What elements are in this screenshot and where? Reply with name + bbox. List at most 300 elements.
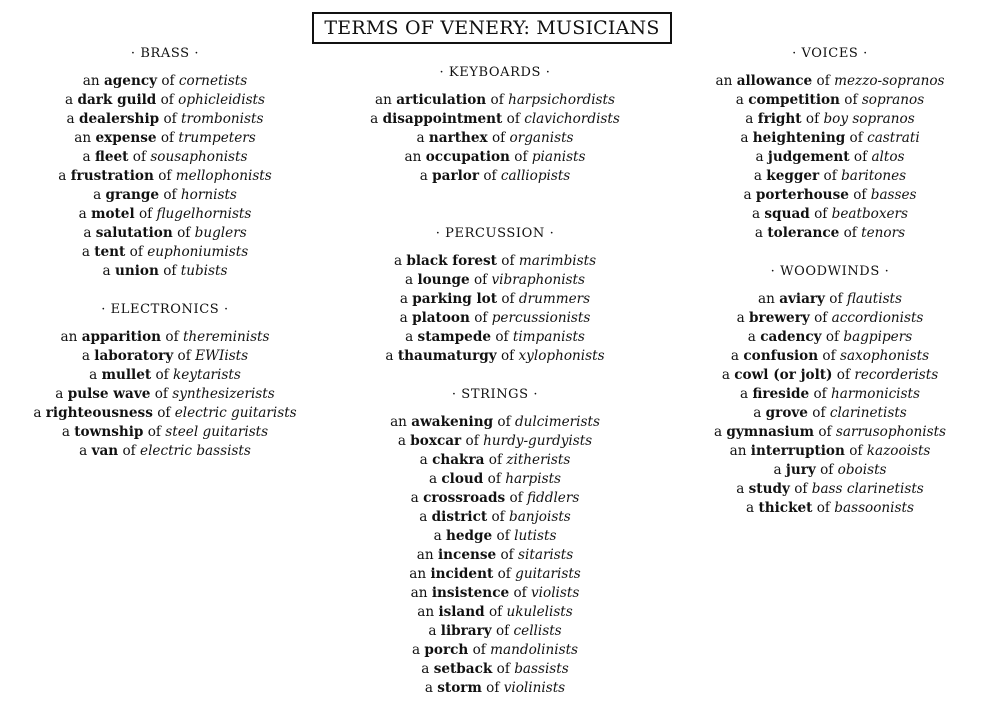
musician-group: basses [870,187,917,203]
term-row [680,224,980,243]
collective-noun: kegger [766,168,820,184]
musician-group: trombonists [181,111,264,127]
article: a [730,348,740,364]
section-heading-percussion: · PERCUSSION · [435,226,555,241]
collective-noun: dealership [78,111,160,127]
section-percussion [340,224,650,366]
musician-group: boy sopranos [823,111,915,127]
collective-noun: awakening [411,414,494,430]
preposition: of [465,433,479,449]
article: a [754,225,764,241]
collective-noun: mullet [101,367,152,383]
collective-noun: motel [91,206,135,222]
preposition: of [163,111,177,127]
collective-noun: cowl (or jolt) [734,367,833,383]
musician-group: ophicleidists [178,92,265,108]
musician-group: synthesizerists [172,386,275,402]
article: a [419,509,428,525]
collective-noun: frustration [70,168,154,184]
section-electronics [20,300,310,461]
preposition: of [844,92,858,108]
preposition: of [132,149,146,165]
musician-group: keytarists [173,367,241,383]
term-list-voices [680,72,980,243]
term-row [680,72,980,91]
collective-noun: agency [103,73,158,89]
preposition: of [814,310,828,326]
term-row [340,91,650,110]
term-row [680,91,980,110]
preposition: of [160,92,174,108]
musician-group: oboists [837,462,887,478]
term-list-keyboards [340,91,650,186]
preposition: of [163,187,177,203]
collective-noun: fireside [752,386,810,402]
musician-group: bassists [514,661,569,677]
article: a [428,471,438,487]
collective-noun: aviary [779,291,825,307]
article: a [419,168,428,184]
section-heading-strings: · STRINGS · [451,387,539,402]
collective-noun: brewery [749,310,810,326]
term-row [20,167,310,186]
article: a [89,367,98,383]
term-row [680,461,980,480]
collective-noun: apparition [81,329,162,345]
collective-noun: lounge [417,272,470,288]
article: a [82,149,91,165]
collective-noun: competition [748,92,840,108]
term-list-brass [20,72,310,281]
collective-noun: grove [765,405,808,421]
preposition: of [849,130,863,146]
preposition: of [501,253,515,269]
article: a [370,111,379,127]
collective-noun: thicket [758,500,813,516]
article: an [729,443,747,459]
article: a [93,187,102,203]
term-row [20,72,310,91]
collective-noun: fright [757,111,802,127]
musician-group: altos [871,149,905,165]
musician-group: harpists [505,471,562,487]
article: a [102,263,111,279]
preposition: of [157,405,171,421]
collective-noun: dark guild [77,92,157,108]
term-row [340,129,650,148]
article: a [405,272,414,288]
collective-noun: cadency [760,329,822,345]
preposition: of [836,367,850,383]
collective-noun: gymnasium [726,424,814,440]
musician-group: bagpipers [843,329,913,345]
term-row [680,110,980,129]
musician-group: pianists [531,149,586,165]
preposition: of [514,149,528,165]
musician-group: cornetists [178,73,248,89]
article: an [417,604,435,620]
collective-noun: study [748,481,790,497]
preposition: of [853,149,868,165]
musician-group: trumpeters [178,130,256,146]
musician-group: percussionists [491,310,591,326]
collective-noun: incident [430,566,494,582]
article: a [405,329,414,345]
article: an [82,73,100,89]
article: a [745,111,754,127]
preposition: of [488,452,502,468]
collective-noun: township [74,424,144,440]
collective-noun: incense [438,547,497,563]
preposition: of [177,225,191,241]
collective-noun: union [114,263,159,279]
article: a [419,452,428,468]
article: a [397,433,406,449]
collective-noun: library [440,623,492,639]
term-row [340,271,650,290]
collective-noun: tent [94,244,126,260]
preposition: of [823,168,837,184]
collective-noun: salutation [95,225,173,241]
preposition: of [154,386,168,402]
term-row [20,328,310,347]
term-row [340,584,650,603]
collective-noun: stampede [417,329,491,345]
musician-group: flugelhornists [156,206,252,222]
article: a [735,92,744,108]
preposition: of [820,462,834,478]
preposition: of [491,509,505,525]
collective-noun: storm [437,680,482,696]
article: a [740,130,749,146]
term-row [20,347,310,366]
musician-group: clarinetists [829,405,907,421]
article: a [736,310,745,326]
article: a [416,130,425,146]
term-row [340,148,650,167]
preposition: of [473,272,488,288]
preposition: of [147,424,161,440]
musician-group: bassoonists [834,500,914,516]
article: a [78,206,87,222]
term-row [680,167,980,186]
musician-group: xylophonists [518,348,605,364]
article: a [393,253,403,269]
preposition: of [506,111,520,127]
article: a [81,244,90,260]
musician-group: flautists [846,291,902,307]
term-row [680,404,980,423]
article: an [410,585,428,601]
musician-group: dulcimerists [514,414,600,430]
article: a [428,623,437,639]
article: an [416,547,434,563]
article: a [773,462,782,478]
article: a [410,490,419,506]
preposition: of [483,168,497,184]
collective-noun: thaumaturgy [397,348,497,364]
term-row [680,290,980,309]
preposition: of [161,73,175,89]
musician-group: lutists [514,528,557,544]
article: a [421,661,430,677]
preposition: of [853,187,867,203]
preposition: of [165,329,179,345]
collective-noun: parking lot [412,291,497,307]
term-row [340,110,650,129]
section-strings [340,385,650,698]
collective-noun: righteousness [45,405,153,421]
preposition: of [488,604,503,620]
article: a [61,424,70,440]
preposition: of [500,547,514,563]
preposition: of [163,263,177,279]
term-row [340,309,650,328]
term-row [680,129,980,148]
musician-group: violists [531,585,580,601]
term-row [340,660,650,679]
preposition: of [122,443,136,459]
article: a [65,92,74,108]
preposition: of [160,130,175,146]
section-heading-brass: · BRASS · [130,46,200,61]
article: a [399,291,408,307]
preposition: of [843,225,857,241]
term-row [340,489,650,508]
collective-noun: heightening [752,130,846,146]
collective-noun: porterhouse [755,187,849,203]
preposition: of [490,92,504,108]
collective-noun: hedge [446,528,493,544]
article: a [83,225,92,241]
musician-group: harpsichordists [508,92,615,108]
term-row [20,205,310,224]
article: an [758,291,775,307]
preposition: of [814,206,828,222]
collective-noun: insistence [431,585,510,601]
preposition: of [501,291,515,307]
musician-group: baritones [841,168,907,184]
musician-group: sousaphonists [150,149,248,165]
term-row [340,603,650,622]
preposition: of [495,623,510,639]
collective-noun: island [438,604,485,620]
musician-group: hornists [180,187,237,203]
article: an [409,566,427,582]
musician-group: sitarists [518,547,574,563]
term-row [340,290,650,309]
preposition: of [158,168,172,184]
collective-noun: occupation [425,149,510,165]
term-row [340,167,650,186]
collective-noun: van [91,443,119,459]
preposition: of [509,490,523,506]
collective-noun: expense [95,130,157,146]
term-row [340,565,650,584]
musician-group: euphoniumists [147,244,249,260]
musician-group: electric bassists [140,443,251,459]
article: an [715,73,733,89]
musician-group: mandolinists [490,642,579,658]
musician-group: tubists [180,263,228,279]
collective-noun: confusion [743,348,819,364]
term-row [340,641,650,660]
article: a [743,187,752,203]
preposition: of [497,414,511,430]
article: a [58,168,67,184]
collective-noun: articulation [396,92,487,108]
musician-group: thereminists [182,329,270,345]
article: a [747,329,756,345]
preposition: of [816,73,830,89]
article: a [721,367,730,383]
article: a [753,168,762,184]
term-list-percussion [340,252,650,366]
musician-group: sarrusophonists [835,424,947,440]
musician-group: cellists [513,623,562,639]
preposition: of [138,206,153,222]
musician-group: marimbists [518,253,597,269]
term-row [680,186,980,205]
article: a [411,642,421,658]
section-woodwinds [680,262,980,518]
term-row [20,129,310,148]
term-row [340,413,650,432]
section-heading-voices: · VOICES · [792,46,868,61]
preposition: of [486,680,500,696]
article: a [79,443,88,459]
term-row [20,442,310,461]
musician-group: timpanists [512,329,585,345]
article: a [81,348,90,364]
term-row [20,243,310,262]
term-row [20,186,310,205]
article: a [55,386,64,402]
article: an [60,329,78,345]
term-list-electronics [20,328,310,461]
article: an [375,92,392,108]
collective-noun: chakra [432,452,485,468]
collective-noun: laboratory [94,348,174,364]
collective-noun: black forest [406,253,497,269]
term-row [20,423,310,442]
preposition: of [816,500,830,516]
musician-group: electric guitarists [174,405,297,421]
musician-group: buglers [194,225,247,241]
article: a [713,424,723,440]
term-row [340,679,650,698]
musician-group: drummers [518,291,591,307]
term-row [680,480,980,499]
musician-group: mellophonists [175,168,272,184]
preposition: of [491,130,506,146]
preposition: of [829,291,843,307]
musician-group: hurdy-gurdyists [483,433,593,449]
collective-noun: judgement [767,149,850,165]
musician-group: tenors [861,225,906,241]
collective-noun: disappointment [382,111,503,127]
preposition: of [472,642,486,658]
article: a [433,528,442,544]
preposition: of [487,471,501,487]
musician-group: guitarists [515,566,581,582]
preposition: of [825,329,840,345]
collective-noun: jury [785,462,816,478]
musician-group: organists [509,130,574,146]
collective-noun: platoon [412,310,470,326]
collective-noun: boxcar [410,433,462,449]
term-row [680,499,980,518]
musician-group: clavichordists [524,111,620,127]
musician-group: kazooists [866,443,931,459]
term-list-woodwinds [680,290,980,518]
article: a [740,386,749,402]
term-row [340,546,650,565]
term-row [340,527,650,546]
preposition: of [813,386,827,402]
section-heading-woodwinds: · WOODWINDS · [770,264,890,279]
article: a [753,405,762,421]
preposition: of [495,329,509,345]
term-row [340,508,650,527]
page-title: TERMS OF VENERY: MUSICIANS [312,12,672,44]
article: a [755,149,764,165]
term-row [20,262,310,281]
term-row [340,347,650,366]
collective-noun: cloud [441,471,484,487]
article: a [424,680,433,696]
term-row [20,91,310,110]
preposition: of [129,244,143,260]
collective-noun: interruption [750,443,845,459]
musician-group: accordionists [831,310,924,326]
collective-noun: pulse wave [67,386,151,402]
preposition: of [812,405,826,421]
musician-group: castrati [867,130,920,146]
term-row [20,148,310,167]
musician-group: sopranos [861,92,925,108]
article: an [404,149,422,165]
section-heading-keyboards: · KEYBOARDS · [439,65,551,80]
musician-group: calliopists [500,168,571,184]
article: a [736,481,745,497]
collective-noun: parlor [432,168,479,184]
collective-noun: tolerance [767,225,840,241]
preposition: of [155,367,169,383]
section-heading-electronics: · ELECTRONICS · [101,302,229,317]
preposition: of [496,661,510,677]
term-row [340,252,650,271]
term-row [680,328,980,347]
musician-group: violinists [503,680,566,696]
preposition: of [500,348,515,364]
section-brass [20,44,310,281]
term-row [680,385,980,404]
term-row [20,385,310,404]
term-row [20,404,310,423]
preposition: of [496,528,510,544]
term-row [20,224,310,243]
collective-noun: district [431,509,488,525]
term-row [680,148,980,167]
term-row [340,451,650,470]
preposition: of [818,424,832,440]
article: an [390,414,407,430]
term-row [680,423,980,442]
musician-group: vibraphonists [491,272,585,288]
collective-noun: porch [424,642,469,658]
musician-group: fiddlers [526,490,580,506]
